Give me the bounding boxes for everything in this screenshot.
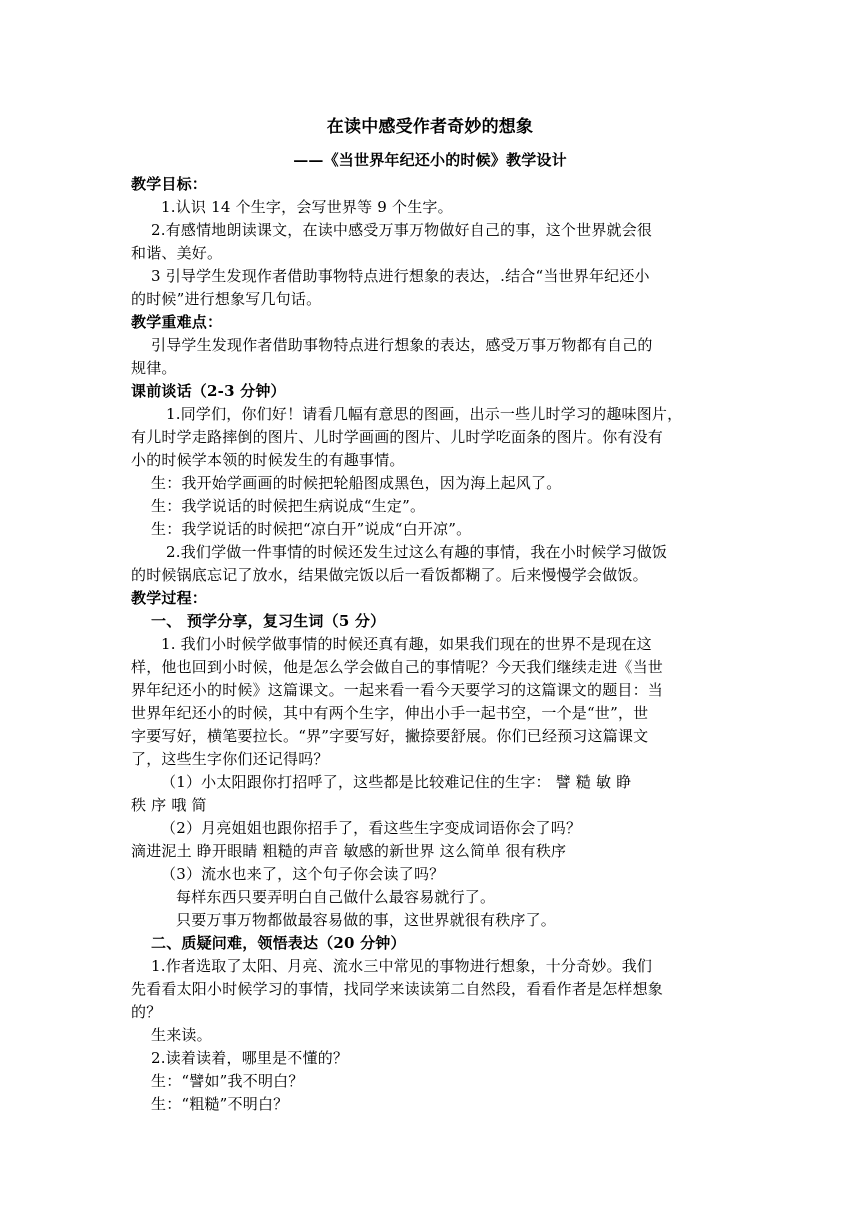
document-title: 在读中感受作者奇妙的想象 bbox=[326, 117, 534, 137]
goal-3-line-1: 3 引导学生发现作者借助事物特点进行想象的表达，.结合“当世界年纪还小 bbox=[151, 267, 650, 285]
student-answer-2: 生：我学说话的时候把生病说成“生定”。 bbox=[151, 497, 426, 515]
goal-3-line-2: 的时候”进行想象写几句话。 bbox=[131, 290, 322, 308]
goal-2-line-1: 2.有感情地朗读课文，在读中感受万事万物做好自己的事，这个世界就会很 bbox=[151, 221, 653, 239]
section-2-para-line-1: 1.作者选取了太阳、月亮、流水三中常见的事物进行想象，十分奇妙。我们 bbox=[151, 957, 653, 975]
section-2-para-line-3: 的？ bbox=[131, 1003, 162, 1021]
talk-para-1-line-3: 小的时候学本领的时候发生的有趣事情。 bbox=[131, 451, 405, 469]
sentence-prompt: （3）流水也来了，这个句子你会读了吗？ bbox=[161, 865, 445, 883]
section-1-para-line-6: 了，这些生字你们还记得吗？ bbox=[131, 750, 329, 768]
phrases-list: 滴进泥土 睁开眼睛 粗糙的声音 敏感的新世界 这么简单 很有秩序 bbox=[131, 842, 567, 860]
student-answer-3: 生：我学说话的时候把“凉白开”说成“白开凉”。 bbox=[151, 520, 472, 538]
pre-class-talk-heading: 课前谈话（2-3 分钟） bbox=[131, 382, 286, 400]
section-1-heading: 一、 预学分享，复习生词（5 分） bbox=[151, 612, 386, 630]
phrases-prompt: （2）月亮姐姐也跟你招手了，看这些生字变成词语你会了吗？ bbox=[161, 819, 582, 837]
student-question-1: 生：“譬如”我不明白？ bbox=[151, 1072, 304, 1090]
sentence-1: 每样东西只要弄明白自己做什么最容易就行了。 bbox=[176, 888, 496, 906]
sentence-2: 只要万事万物都做最容易做的事，这世界就很有秩序了。 bbox=[176, 911, 557, 929]
process-heading: 教学过程： bbox=[131, 589, 208, 607]
student-answer-1: 生：我开始学画画的时候把轮船图成黑色，因为海上起风了。 bbox=[151, 474, 562, 492]
talk-para-2-line-2: 的时候锅底忘记了放水，结果做完饭以后一看饭都糊了。后来慢慢学会做饭。 bbox=[131, 566, 648, 584]
section-2-para-line-2: 先看看太阳小时候学习的事情，找同学来读读第二自然段，看看作者是怎样想象 bbox=[131, 980, 664, 998]
student-reads: 生来读。 bbox=[151, 1026, 212, 1044]
talk-para-1-line-2: 有儿时学走路摔倒的图片、儿时学画画的图片、儿时学吃面条的图片。你有没有 bbox=[131, 428, 664, 446]
section-1-para-line-2: 样，他也回到小时候，他是怎么学会做自己的事情呢？今天我们继续走进《当世 bbox=[131, 658, 664, 676]
goal-1: 1.认识 14 个生字，会写世界等 9 个生字。 bbox=[161, 198, 453, 216]
key-points-line-1: 引导学生发现作者借助事物特点进行想象的表达，感受万事万物都有自己的 bbox=[151, 336, 653, 354]
new-words-line-2: 秩 序 哦 简 bbox=[131, 796, 207, 814]
key-points-heading: 教学重难点： bbox=[131, 313, 223, 331]
document-subtitle: ——《当世界年纪还小的时候》教学设计 bbox=[293, 151, 567, 169]
section-2-heading: 二、质疑问难，领悟表达（20 分钟） bbox=[151, 934, 406, 952]
section-1-para-line-4: 世界年纪还小的时候，其中有两个生字，伸出小手一起书空，一个是“世”，世 bbox=[131, 704, 649, 722]
section-1-para-line-3: 界年纪还小的时候》这篇课文。一起来看一看今天要学习的这篇课文的题目：当 bbox=[131, 681, 664, 699]
student-question-2: 生：“粗糙”不明白？ bbox=[151, 1095, 289, 1113]
question-prompt: 2.读着读着，哪里是不懂的？ bbox=[151, 1049, 349, 1067]
talk-para-1-line-1: 1.同学们，你们好！请看几幅有意思的图画，出示一些儿时学习的趣味图片， bbox=[166, 405, 683, 423]
goals-heading: 教学目标： bbox=[131, 175, 208, 193]
goal-2-line-2: 和谐、美好。 bbox=[131, 244, 223, 262]
new-words-line-1: （1）小太阳跟你打招呼了，这些都是比较难记住的生字： 譬 糙 敏 睁 bbox=[161, 773, 632, 791]
talk-para-2-line-1: 2.我们学做一件事情的时候还发生过这么有趣的事情，我在小时候学习做饭 bbox=[166, 543, 668, 561]
section-1-para-line-5: 字要写好，横笔要拉长。“界”字要写好，撇捺要舒展。你们已经预习这篇课文 bbox=[131, 727, 649, 745]
section-1-para-line-1: 1. 我们小时候学做事情的时候还真有趣，如果我们现在的世界不是现在这 bbox=[161, 635, 652, 653]
key-points-line-2: 规律。 bbox=[131, 359, 177, 377]
